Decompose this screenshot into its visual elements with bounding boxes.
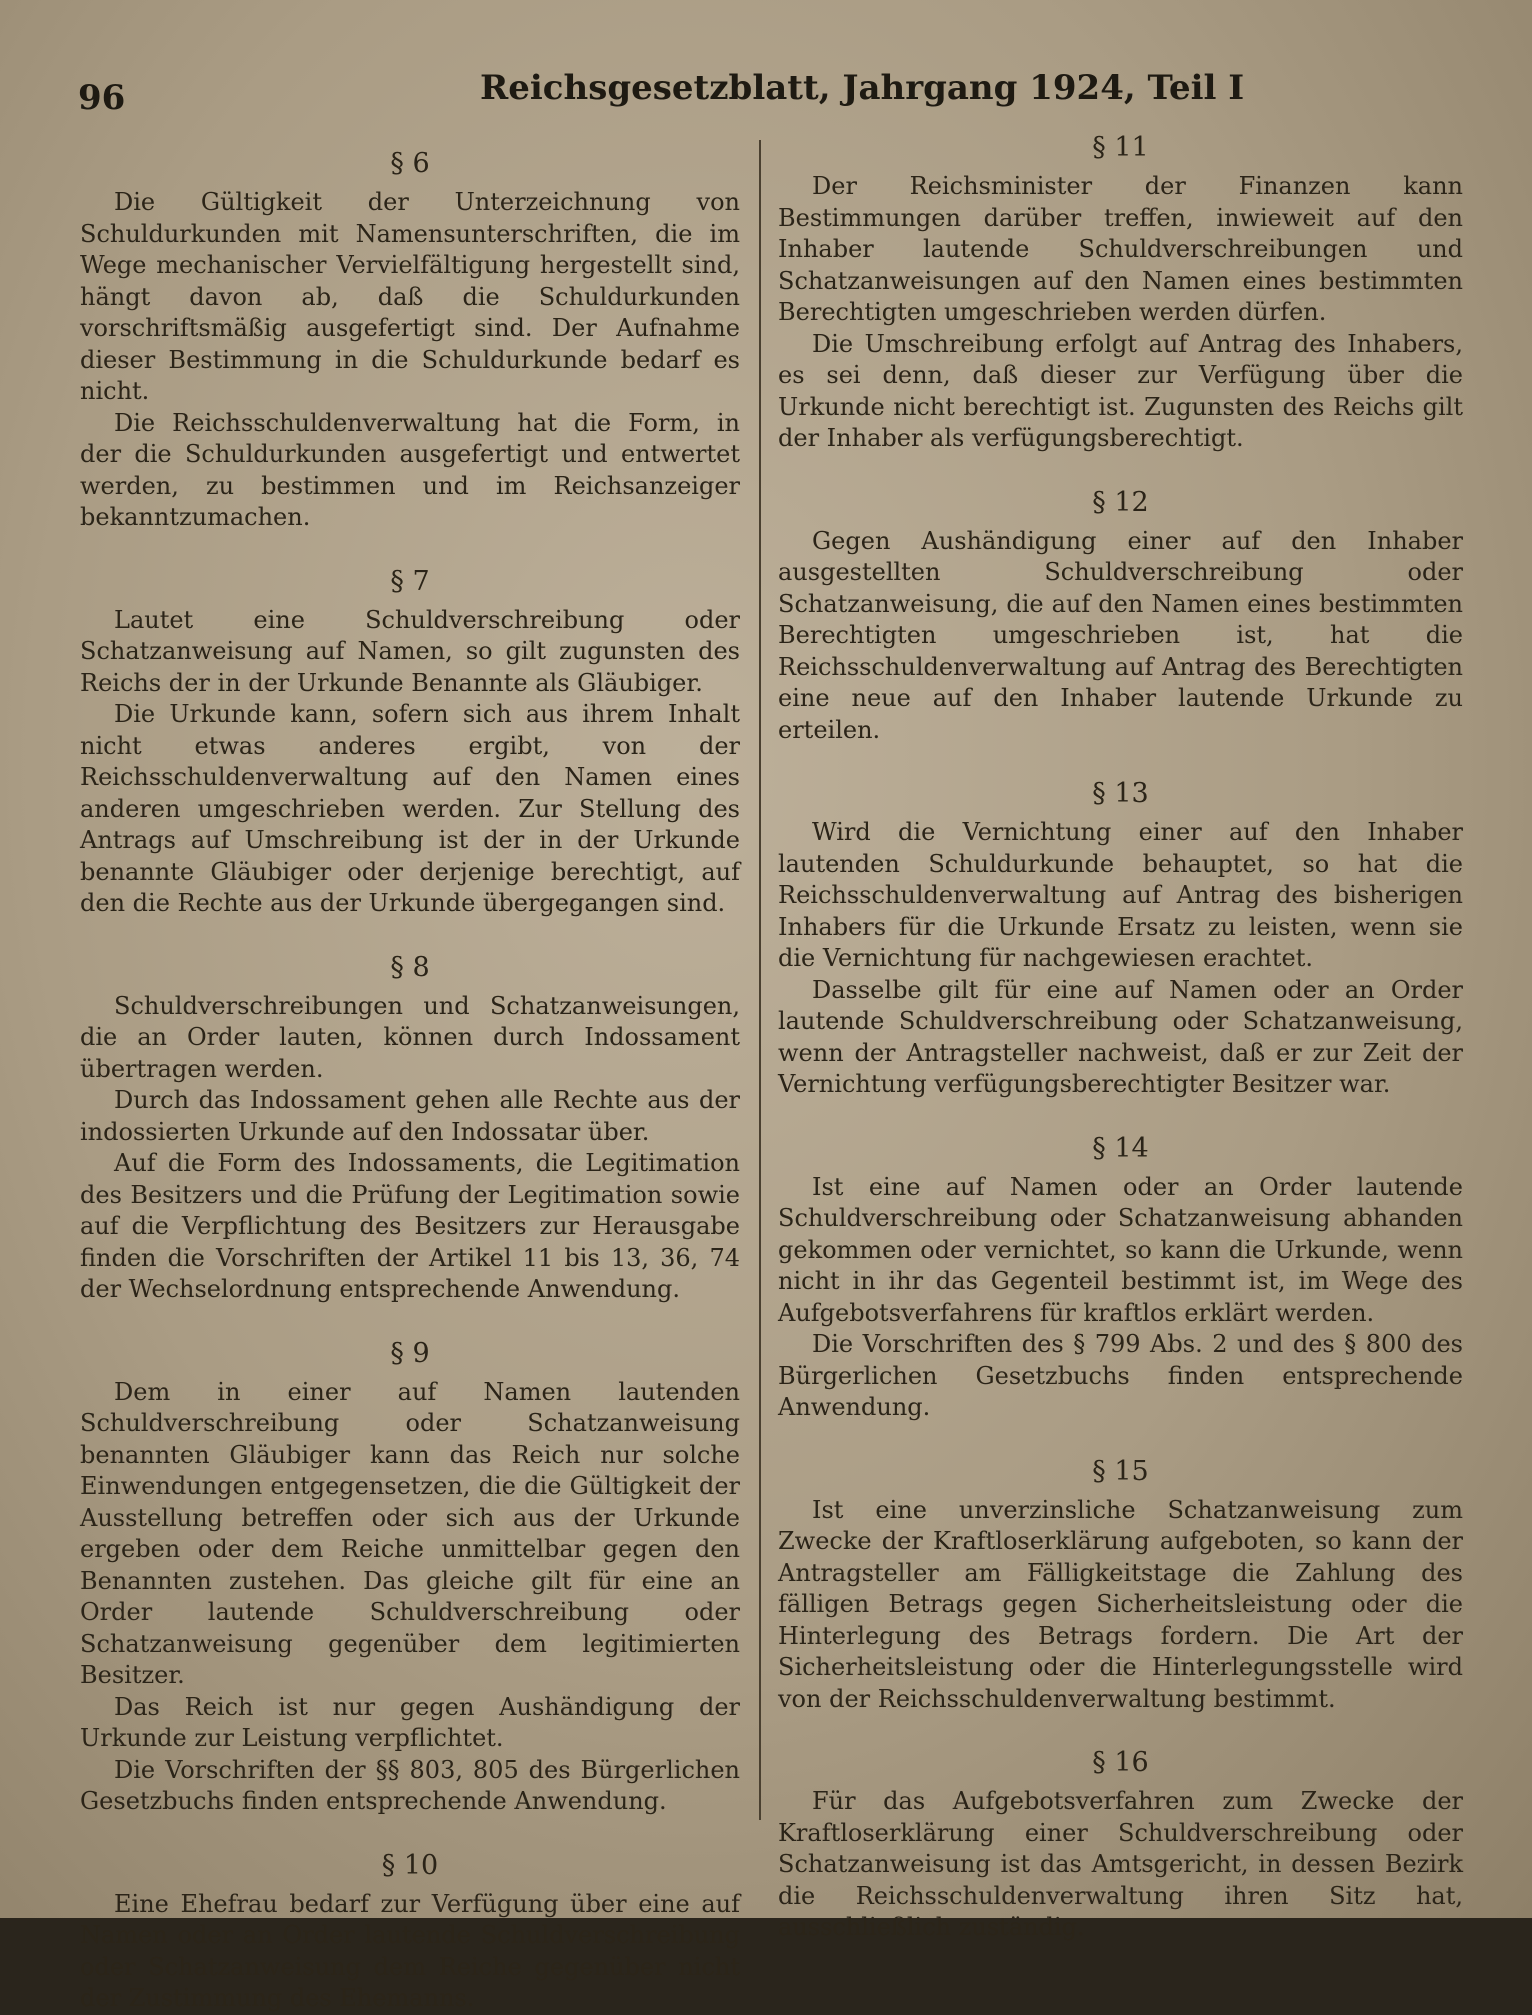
paragraph: Das Reich ist nur gegen Aushändigung der Urkunde zur Leistung verpflichtet. — [80, 1692, 740, 1752]
section — [778, 132, 1463, 455]
paragraph: Ist eine auf Namen oder an Order lautende Schuldverschreibung oder Schatzanweisung abhanden gekommen oder vernichtet, so kann die Urkunde, wenn nicht in ihr das Gegenteil bestimmt ist, im Wege des Aufgebotsverfahrens für kraftlos erklärt werden. — [778, 1172, 1463, 1327]
section-title: § 13 — [1092, 778, 1149, 809]
left-column — [80, 138, 740, 2012]
column-divider — [759, 140, 761, 1820]
section-title: § 8 — [390, 951, 430, 983]
section-title: § 11 — [1092, 132, 1149, 163]
section — [778, 487, 1463, 747]
section — [778, 1747, 1463, 1944]
paragraph: Die Vorschriften des § 799 Abs. 2 und des § 800 des Bürgerlichen Gesetzbuchs finden entsprechende Anwendung. — [778, 1330, 1463, 1421]
section-title: § 12 — [1092, 486, 1149, 518]
running-header: Reichsgesetzblatt, Jahrgang 1924, Teil I — [480, 68, 1245, 108]
section — [80, 566, 740, 920]
paragraph: Durch das Indossament gehen alle Rechte aus der indossierten Urkunde auf den Indossatar über. — [80, 1086, 740, 1146]
paragraph: Ist eine unverzinsliche Schatzanweisung zum Zwecke der Kraftloserklärung aufgeboten, so kann der Antragsteller am Fälligkeitstage die Zahlung des fälligen Betrags gegen Sicherheitsleistung oder die Hinterlegung des Betrags fordern. Die Art der Sicherheitsleistung oder die Hinterlegungsstelle wird von der Reichsschuldenverwaltung bestimmt. — [778, 1495, 1463, 1713]
paragraph: Für das Aufgebotsverfahren zum Zwecke der Kraftloserklärung einer Schuldverschreibung oder Schatzanweisung ist das Amtsgericht, in dessen Bezirk die Reichsschuldenverwaltung ihren Sitz hat, ausschließlich zuständig. — [778, 1787, 1463, 1941]
paragraph: Auf die Form des Indossaments, die Legitimation des Besitzers und die Prüfung der Legitimation sowie auf die Verpflichtung des Besitzers zur Herausgabe finden die Vorschriften der Artikel 11 bis 13, 36, 74 der Wechselordnung entsprechende Anwendung. — [80, 1149, 740, 1303]
section — [778, 1456, 1463, 1716]
paragraph: Wird die Vernichtung einer auf den Inhaber lautenden Schuldurkunde behauptet, so hat die Reichsschuldenverwaltung auf Antrag des bisherigen Inhabers für die Urkunde Ersatz zu leisten, wenn sie die Vernichtung für nachgewiesen erachtet. — [778, 818, 1463, 972]
paragraph: Die Reichsschuldenverwaltung hat die Form, in der die Schuldurkunden ausgefertigt und entwertet werden, zu bestimmen und im Reichsanzeiger bekanntzumachen. — [80, 408, 740, 531]
right-column — [778, 122, 1463, 1941]
paragraph: Die Gültigkeit der Unterzeichnung von Schuldurkunden mit Namensunterschriften, die im Wege mechanischer Vervielfältigung hergestellt sind, hängt davon ab, daß die Schuldurkunden vorschriftsmäßig ausgefertigt sind. Der Aufnahme dieser Bestimmung in die Schuldurkunde bedarf es nicht. — [80, 188, 740, 405]
section — [778, 778, 1463, 1101]
section — [80, 952, 740, 1306]
paragraph: Eine Ehefrau bedarf zur Verfügung über eine auf Namen oder an Order lautende Schuldverschreibung oder Schatzanweisung dem Reiche gegenüber nicht der Zustimmung des Ehemanns. — [80, 1889, 740, 2012]
section-title: § 16 — [1092, 1747, 1149, 1778]
section-title: § 7 — [390, 565, 430, 597]
section-title: § 15 — [1092, 1455, 1149, 1487]
paragraph: Schuldverschreibungen und Schatzanweisungen, die an Order lauten, können durch Indossament übertragen werden. — [80, 991, 740, 1083]
paragraph: Gegen Aushändigung einer auf den Inhaber ausgestellten Schuldverschreibung oder Schatzanweisung, die auf den Namen eines bestimmten Berechtigten umgeschrieben ist, hat die Reichsschuldenverwaltung auf Antrag des Berechtigten eine neue auf den Inhaber lautende Urkunde zu erteilen. — [778, 526, 1463, 744]
section-title: § 10 — [381, 1849, 439, 1881]
paragraph: Lautet eine Schuldverschreibung oder Schatzanweisung auf Namen, so gilt zugunsten des Reichs der in der Urkunde Benannte als Gläubiger. — [80, 605, 740, 697]
section-title: § 6 — [390, 148, 430, 179]
paragraph: Dasselbe gilt für eine auf Namen oder an Order lautende Schuldverschreibung oder Schatzanweisung, wenn der Antragsteller nachweist, daß er zur Zeit der Vernichtung verfügungsberechtigter Besitzer war. — [778, 975, 1463, 1098]
section — [778, 1133, 1463, 1424]
section-title: § 9 — [390, 1337, 430, 1369]
page-number: 96 — [78, 78, 126, 118]
paragraph: Die Umschreibung erfolgt auf Antrag des Inhabers, es sei denn, daß dieser zur Verfügung über die Urkunde nicht berechtigt ist. Zugunsten des Reichs gilt der Inhaber als verfügungsberechtigt. — [778, 329, 1463, 452]
section — [80, 1338, 740, 1818]
paragraph: Dem in einer auf Namen lautenden Schuldverschreibung oder Schatzanweisung benannten Gläubiger kann das Reich nur solche Einwendungen entgegensetzen, die die Gültigkeit der Ausstellung betreffen oder sich aus der Urkunde ergeben oder dem Reiche unmittelbar gegen den Benannten zustehen. Das gleiche gilt für eine an Order lautende Schuldverschreibung oder Schatzanweisung gegenüber dem legitimierten Besitzer. — [80, 1377, 740, 1689]
paragraph: Die Urkunde kann, sofern sich aus ihrem Inhalt nicht etwas anderes ergibt, von der Reichsschuldenverwaltung auf den Namen eines anderen umgeschrieben werden. Zur Stellung des Antrags auf Umschreibung ist der in der Urkunde benannte Gläubiger oder derjenige berechtigt, auf den die Rechte aus der Urkunde übergegangen sind. — [80, 700, 740, 917]
paragraph: Der Reichsminister der Finanzen kann Bestimmungen darüber treffen, inwieweit auf den Inhaber lautende Schuldverschreibungen und Schatzanweisungen auf den Namen eines bestimmten Berechtigten umgeschrieben werden dürfen. — [778, 172, 1463, 326]
section-title: § 14 — [1092, 1132, 1149, 1164]
paragraph: Die Vorschriften der §§ 803, 805 des Bürgerlichen Gesetzbuchs finden entsprechende Anwendung. — [80, 1755, 740, 1815]
section — [80, 148, 740, 534]
section — [80, 1850, 740, 2015]
